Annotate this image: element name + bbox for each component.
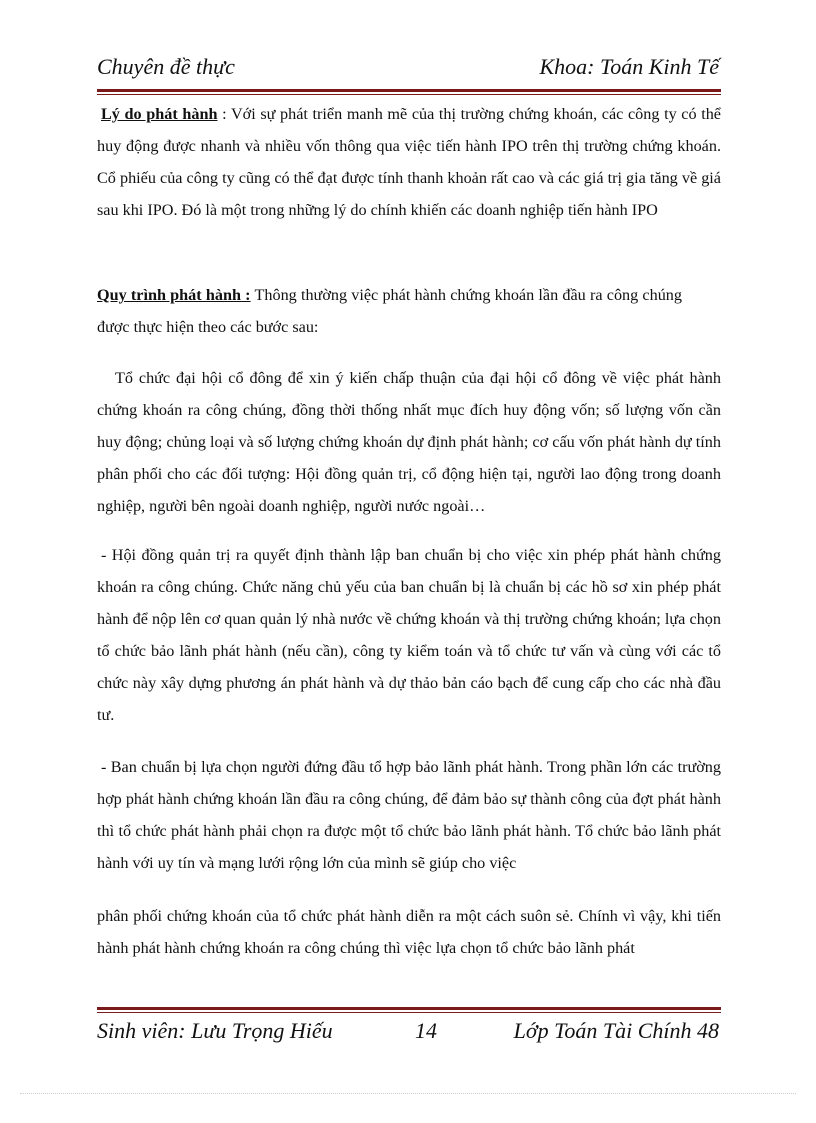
footer-class: Lớp Toán Tài Chính 48 (513, 1018, 719, 1043)
footer-student: Sinh viên: Lưu Trọng Hiếu (97, 1018, 333, 1043)
step3-continued: phân phối chứng khoán của tổ chức phát hành diễn ra một cách suôn sẻ. Chính vì vậy, khi tiến hành phát hành chứng khoán ra công chúng thì việc lựa chọn tổ chức bảo lãnh phát (97, 907, 721, 957)
header-left: Chuyên đề thực (97, 54, 235, 79)
footer-page-number: 14 (415, 1018, 437, 1043)
page-edge-dotted-line (20, 1093, 796, 1094)
reason-label: Lý do phát hành (101, 105, 218, 123)
footer-rule (97, 1007, 721, 1013)
step3-paragraph: - Ban chuẩn bị lựa chọn người đứng đầu tổ hợp bảo lãnh phát hành. Trong phần lớn các trường hợp phát hành chứng khoán lần đầu ra công chúng, để đảm bảo sự thành công của đợt phát hành thì tổ chức phát hành phải chọn ra được một tổ chức bảo lãnh phát hành. Tổ chức bảo lãnh phát hành với uy tín và mạng lưới rộng lớn của mình sẽ giúp cho việc (97, 758, 721, 872)
page-header (97, 50, 719, 80)
process-paragraph (97, 279, 682, 343)
header-right: Khoa: Toán Kinh Tế (539, 54, 719, 79)
process-label: Quy trình phát hành : (97, 286, 251, 304)
step2-paragraph: - Hội đồng quản trị ra quyết định thành lập ban chuẩn bị cho việc xin phép phát hành chứng khoán ra công chúng. Chức năng chủ yếu của ban chuẩn bị là chuẩn bị các hồ sơ xin phép phát hành để nộp lên cơ quan quản lý nhà nước về chứng khoán và thị trường chứng khoán; lựa chọn tổ chức bảo lãnh phát hành (nếu cần), công ty kiểm toán và tổ chức tư vấn và cùng với các tổ chức này xây dựng phương án phát hành và dự thảo bản cáo bạch để cung cấp cho các nhà đầu tư. (97, 546, 721, 724)
page-footer (97, 1018, 719, 1048)
process-text: Thông thường việc phát hành chứng khoán lần đầu ra công chúng được thực hiện theo các bước sau: (97, 286, 682, 336)
reason-text: : Với sự phát triển manh mẽ của thị trường chứng khoán, các công ty có thể huy động được nhanh và nhiều vốn thông qua việc tiến hành IPO trên thị trường chứng khoán. Cổ phiếu của công ty cũng có thể đạt được tính thanh khoản rất cao và các giá trị gia tăng về giá sau khi IPO. Đó là một trong những lý do chính khiến các doanh nghiệp tiến hành IPO (97, 105, 721, 219)
step1-paragraph: Tổ chức đại hội cổ đông để xin ý kiến chấp thuận của đại hội cổ đông về việc phát hành chứng khoán ra công chúng, đồng thời thống nhất mục đích huy động vốn; số lượng vốn cần huy động; chủng loại và số lượng chứng khoán dự định phát hành; cơ cấu vốn phát hành dự tính phân phối cho các đối tượng: Hội đồng quản trị, cổ động hiện tại, người lao động trong doanh nghiệp, người bên ngoài doanh nghiệp, người nước ngoài… (97, 369, 721, 515)
header-rule (97, 89, 721, 95)
reason-paragraph (97, 98, 721, 226)
